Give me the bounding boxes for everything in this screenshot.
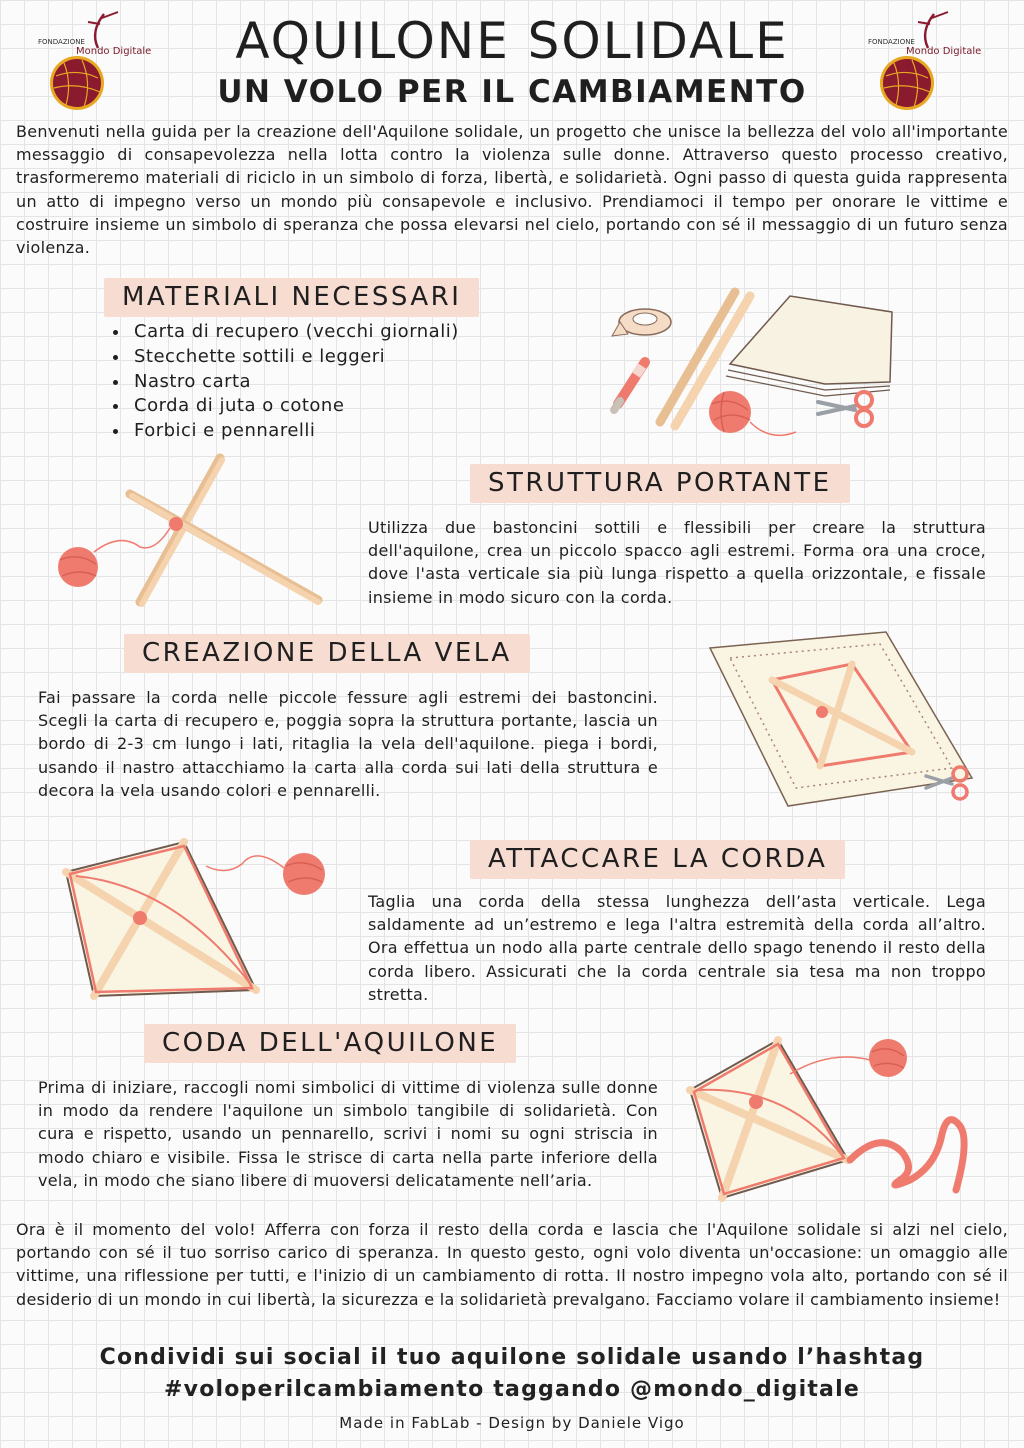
kite-frame-icon	[130, 458, 318, 604]
list-item: • Stecchette sottili e leggeri	[130, 345, 610, 370]
yarn-ball-icon	[790, 1039, 907, 1077]
logo-right	[866, 8, 986, 108]
kite-icon	[66, 842, 256, 996]
list-item: • Corda di juta o cotone	[130, 394, 610, 419]
rope-paragraph: Taglia una corda della stessa lunghezza dell’asta verticale. Lega saldamente ad un’estremo e lega l'altra estremità della corda all’altro. Ora effettua un nodo alla parte centrale dello spago tenendo il resto della corda libero. Assicurati che la corda centrale sia tesa ma non troppo stretta.	[368, 892, 986, 1004]
ribbon-tail-icon	[850, 1120, 964, 1190]
list-item: • Forbici e pennarelli	[130, 419, 610, 444]
share-message	[0, 1342, 1024, 1406]
logo-foundation-label: FONDAZIONE	[868, 38, 915, 46]
page-subtitle: UN VOLO PER IL CAMBIAMENTO	[217, 74, 807, 110]
cross-frame-illustration	[50, 452, 330, 612]
list-item: • Nastro carta	[130, 370, 610, 395]
tail-kite-illustration	[680, 1030, 980, 1206]
marker-icon	[614, 362, 645, 410]
intro-paragraph: Benvenuti nella guida per la creazione dell'Aquilone solidale, un progetto che unisce la bellezza del volo all'importante messaggio di consapevolezza nella lotta contro la violenza sulle donne. Attraverso questo processo creativo, trasformeremo materiali di riciclo in un simbolo di forza, libertà, e solidarietà. Ogni passo di questa guida rappresenta un atto di impegno verso un mondo più consapevole e inclusivo. Prendiamoci il tempo per onorare le vittime e costruire insieme un simbolo di speranza che possa elevarsi nel cielo, portando con sé il messaggio di un futuro senza violenza.	[16, 122, 1008, 257]
materials-heading: MATERIALI NECESSARI	[104, 278, 479, 317]
materials-illustration	[600, 282, 900, 452]
fondazione-logo-icon	[36, 8, 156, 108]
rope-heading: ATTACCARE LA CORDA	[470, 840, 845, 879]
structure-paragraph: Utilizza due bastoncini sottili e flessibili per creare la struttura dell'aquilone, crea un piccolo spacco agli estremi. Forma ora una croce, dove l'asta verticale sia più lunga rispetto a quella orizzontale, e fissale insieme in modo sicuro con la corda.	[368, 518, 986, 607]
fondazione-logo-icon	[866, 8, 986, 108]
yarn-ball-icon	[709, 391, 796, 435]
credit-line: Made in FabLab - Design by Daniele Vigo	[339, 1414, 685, 1432]
sail-paragraph: Fai passare la corda nelle piccole fessure agli estremi dei bastoncini. Scegli la carta di recupero e, poggia sopra la struttura portante, lascia un bordo di 2-3 cm lungo i lati, ritaglia la vela dell'aquilone. piega i bordi, usando il nastro attacchiamo la carta alla corda sui lati della struttura e decora la vela usando colori e pennarelli.	[38, 688, 658, 800]
materials-list	[108, 320, 610, 444]
scissors-icon	[818, 392, 872, 426]
share-hashtag-line: #voloperilcambiamento taggando @mondo_digitale	[164, 1376, 860, 1402]
logo-name: Mondo Digitale	[906, 46, 982, 57]
sail-heading: CREAZIONE DELLA VELA	[124, 634, 530, 673]
tape-roll-icon	[612, 309, 671, 336]
yarn-ball-icon	[206, 853, 325, 895]
structure-heading: STRUTTURA PORTANTE	[470, 464, 850, 503]
list-item: • Carta di recupero (vecchi giornali)	[130, 320, 610, 345]
closing-paragraph: Ora è il momento del volo! Afferra con forza il resto della corda e lascia che l'Aquilone solidale si alzi nel cielo, portando con sé il tuo sorriso carico di speranza. In questo gesto, ogni volo diventa un'occasione: un omaggio alle vittime, una riflessione per tutti, e l'inizio di un cambiamento di rotta. Il nostro impegno vola alto, portando con sé il desiderio di un mondo in cui libertà, la sicurezza e la solidarietà prevalgano. Facciamo volare il cambiamento insieme!	[16, 1220, 1008, 1309]
logo-left	[36, 8, 156, 108]
logo-foundation-label: FONDAZIONE	[38, 38, 85, 46]
share-line: Condividi sui social il tuo aquilone solidale usando l’hashtag	[99, 1345, 925, 1370]
rope-kite-illustration	[56, 836, 356, 1006]
kite-icon	[690, 1040, 848, 1198]
tail-heading: CODA DELL'AQUILONE	[144, 1024, 516, 1063]
tail-paragraph: Prima di iniziare, raccogli nomi simbolici di vittime di violenza sulle donne in modo da rendere l'aquilone un simbolo tangibile di solidarietà. Con cura e rispetto, usando un pennarello, scrivi i nomi su ogni striscia in modo chiaro e visibile. Fissa le strisce di carta nella parte inferiore della vela, in modo che siano libere di muoversi delicatamente nell’aria.	[38, 1078, 658, 1190]
paper-stack-icon	[726, 296, 892, 396]
page-title: AQUILONE SOLIDALE	[235, 12, 789, 70]
sail-illustration	[700, 628, 980, 808]
logo-name: Mondo Digitale	[76, 46, 152, 57]
